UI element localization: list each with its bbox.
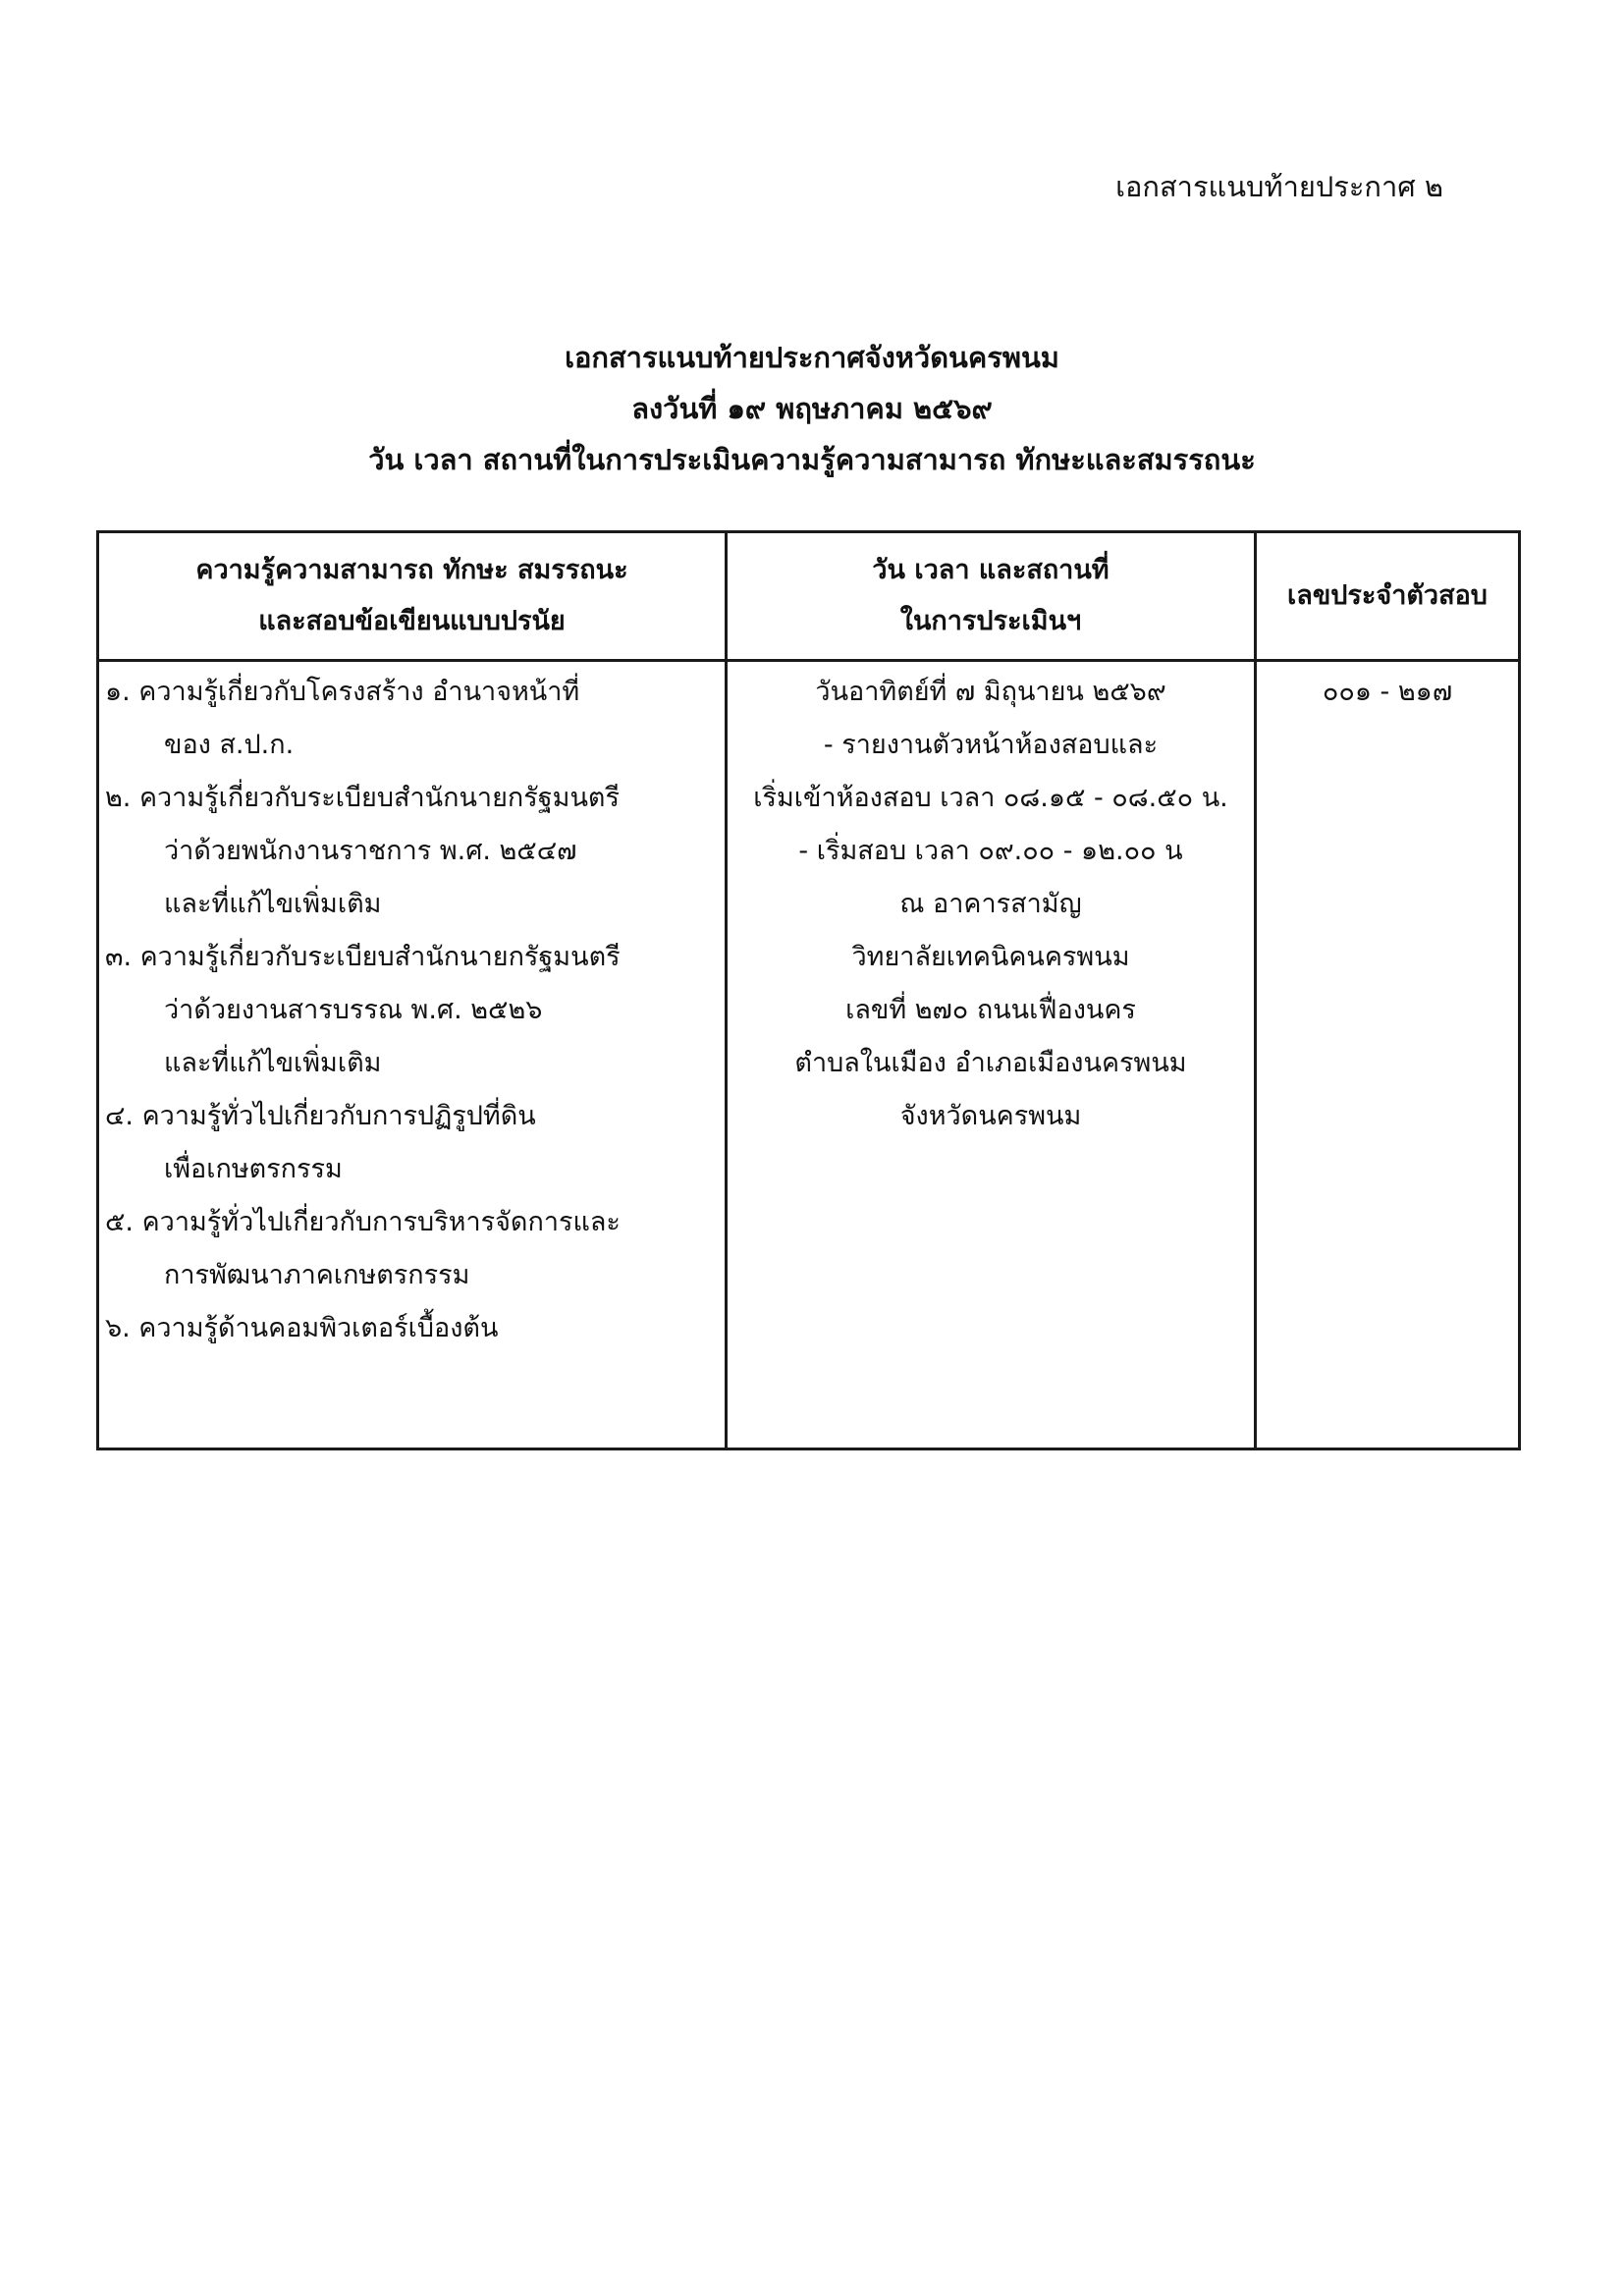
table-header-row — [98, 532, 1520, 661]
header-subjects — [98, 532, 727, 661]
annex-label: เอกสารแนบท้ายประกาศ ๒ — [1115, 170, 1443, 203]
header-schedule-line2: ในการประเมินฯ — [899, 606, 1082, 636]
report-time-line1: - รายงานตัวหน้าห้องสอบและ — [823, 730, 1159, 760]
subject-line: ของ ส.ป.ก. — [164, 730, 295, 760]
table-row — [98, 661, 1520, 1449]
subject-line: และที่แก้ไขเพิ่มเติม — [164, 1048, 382, 1078]
subject-line: ๔. ความรู้ทั่วไปเกี่ยวกับการปฏิรูปที่ดิน — [105, 1101, 536, 1131]
exam-time: - เริ่มสอบ เวลา ๐๙.๐๐ - ๑๒.๐๐ น — [798, 836, 1183, 866]
header-subjects-line1: ความรู้ความสามารถ ทักษะ สมรรถนะ — [195, 555, 628, 585]
header-exam-number: เลขประจำตัวสอบ — [1256, 532, 1520, 661]
header-subjects-line2: และสอบข้อเขียนแบบปรนัย — [258, 606, 566, 636]
heading-date: ลงวันที่ ๑๙ พฤษภาคม ๒๕๖๙ — [631, 392, 993, 425]
header-schedule-line1: วัน เวลา และสถานที่ — [872, 555, 1110, 585]
report-time-line2: เริ่มเข้าห้องสอบ เวลา ๐๘.๑๕ - ๐๘.๕๐ น. — [753, 783, 1228, 813]
exam-number-cell — [1256, 661, 1520, 1449]
subject-line: ๕. ความรู้ทั่วไปเกี่ยวกับการบริหารจัดการและ — [105, 1207, 621, 1237]
list-item — [99, 1196, 725, 1302]
header-schedule — [727, 532, 1256, 661]
list-item — [99, 666, 725, 772]
exam-date: วันอาทิตย์ที่ ๗ มิถุนายน ๒๕๖๙ — [815, 677, 1166, 707]
venue-province: จังหวัดนครพนม — [899, 1101, 1082, 1131]
subject-line: และที่แก้ไขเพิ่มเติม — [164, 889, 382, 919]
subject-line: ๒. ความรู้เกี่ยวกับระเบียบสำนักนายกรัฐมนตรี — [105, 783, 620, 813]
subject-line: การพัฒนาภาคเกษตรกรรม — [164, 1260, 470, 1290]
subject-line: ๖. ความรู้ด้านคอมพิวเตอร์เบื้องต้น — [105, 1313, 499, 1343]
schedule-details — [728, 662, 1254, 1143]
heading-title: เอกสารแนบท้ายประกาศจังหวัดนครพนม — [565, 341, 1059, 374]
list-item — [99, 931, 725, 1090]
list-item — [99, 1302, 725, 1355]
exam-schedule-table — [96, 530, 1521, 1450]
exam-number-range: ๐๐๑ - ๒๑๗ — [1322, 677, 1453, 707]
subject-line: เพื่อเกษตรกรรม — [164, 1154, 343, 1184]
heading-subject: วัน เวลา สถานที่ในการประเมินความรู้ความสามารถ ทักษะและสมรรถนะ — [368, 443, 1256, 476]
venue-district: ตำบลในเมือง อำเภอเมืองนครพนม — [794, 1048, 1187, 1078]
subject-line: ๓. ความรู้เกี่ยวกับระเบียบสำนักนายกรัฐมนตรี — [105, 942, 621, 972]
list-item — [99, 772, 725, 931]
subject-list — [99, 662, 725, 1355]
venue-address: เลขที่ ๒๗๐ ถนนเฟื่องนคร — [845, 995, 1136, 1025]
document-heading — [0, 332, 1624, 485]
subject-line: ว่าด้วยพนักงานราชการ พ.ศ. ๒๕๔๗ — [164, 836, 577, 866]
venue-college: วิทยาลัยเทคนิคนครพนม — [851, 942, 1130, 972]
subject-line: ว่าด้วยงานสารบรรณ พ.ศ. ๒๕๒๖ — [164, 995, 543, 1025]
list-item — [99, 1090, 725, 1196]
subjects-cell — [98, 661, 727, 1449]
subject-line: ๑. ความรู้เกี่ยวกับโครงสร้าง อำนาจหน้าที่ — [105, 677, 580, 707]
venue-building: ณ อาคารสามัญ — [899, 889, 1082, 919]
schedule-cell — [727, 661, 1256, 1449]
